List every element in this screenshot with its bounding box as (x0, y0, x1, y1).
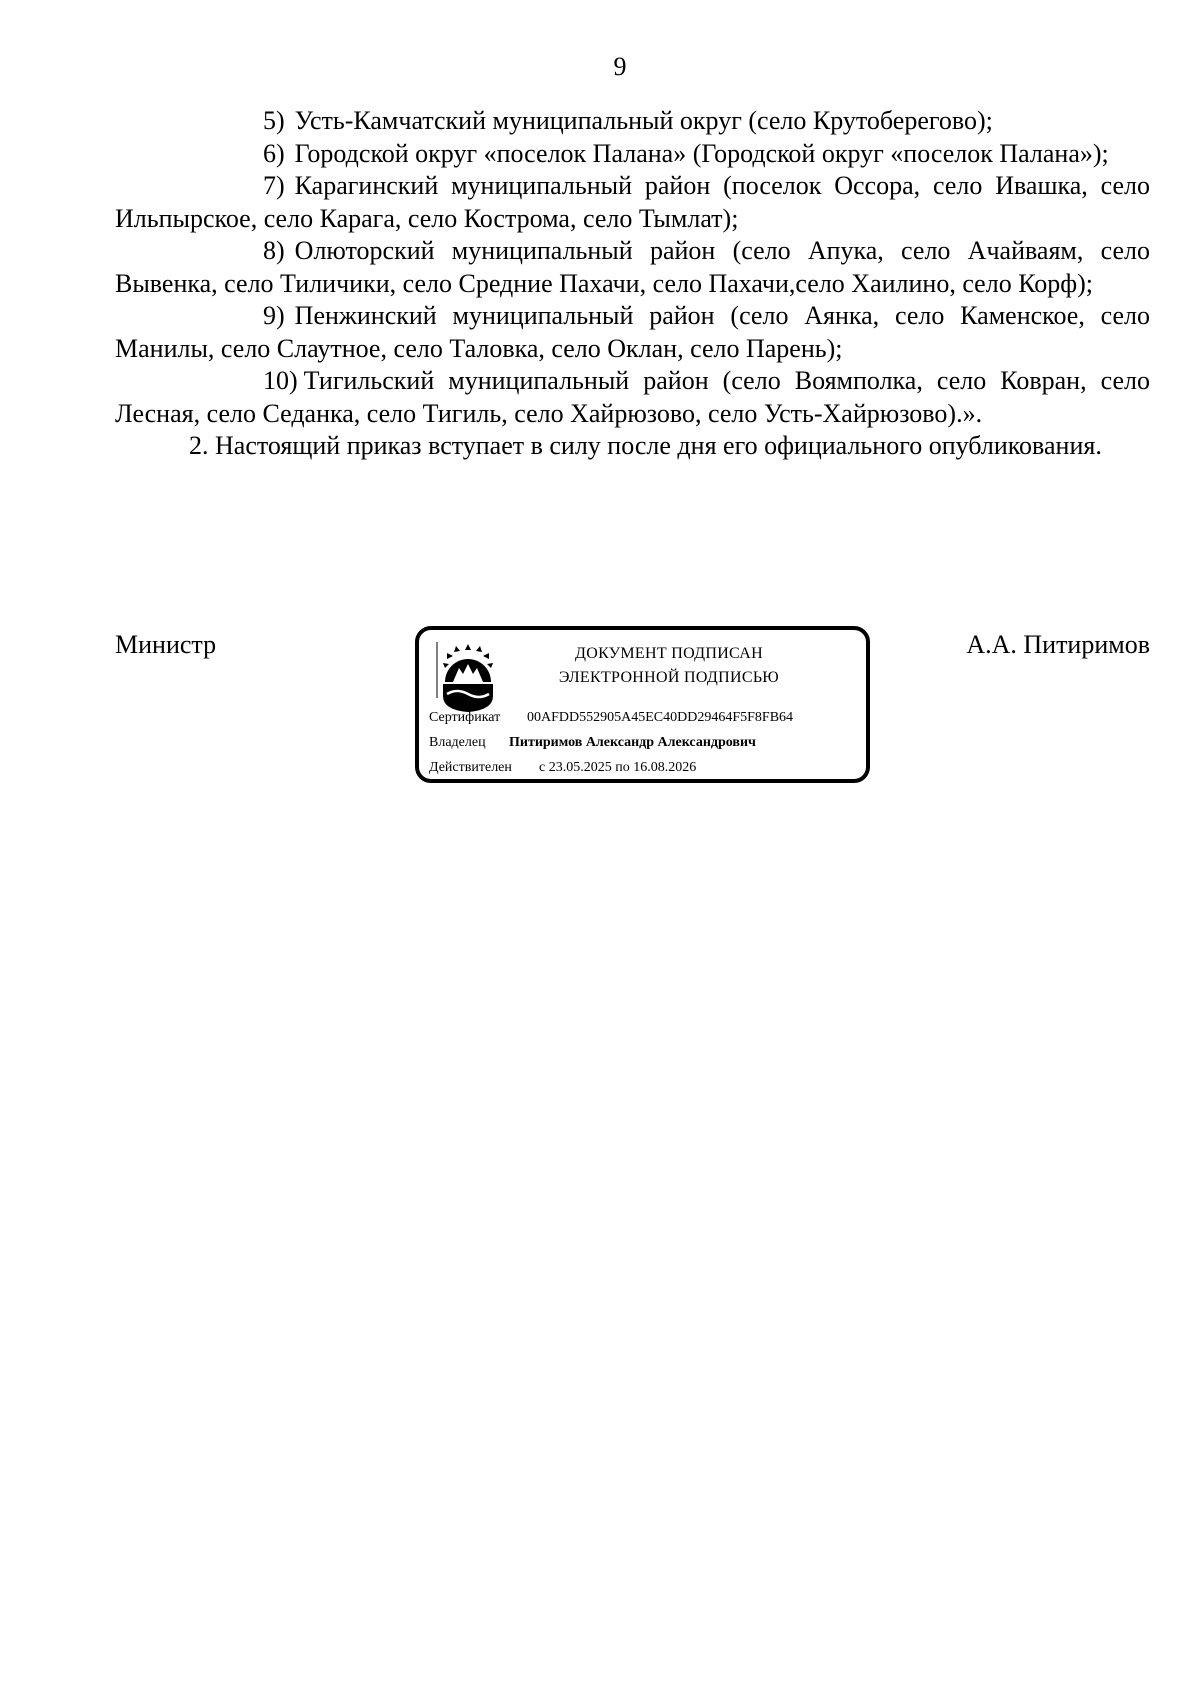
signature-block (115, 626, 1150, 796)
list-item-number: 5) (263, 106, 285, 135)
list-item-number: 9) (263, 301, 285, 330)
list-item-number: 7) (263, 171, 285, 200)
certificate-label: Сертификат (429, 710, 501, 725)
stamp-title-line: ЭЛЕКТРОННОЙ ПОДПИСЬЮ (558, 669, 780, 686)
validity-label: Действителен (429, 760, 512, 775)
document-body (115, 105, 1150, 463)
signer-name: А.А. Питиримов (966, 630, 1150, 659)
list-item (115, 365, 1150, 430)
list-item-text: Тигильский муниципальный район (село Воямполка, село Ковран, село Лесная, село Седанка, село Тигиль, село Хайрюзово, село Усть-Хайрюзово).». (115, 366, 1150, 428)
stamp-validity-row (429, 759, 696, 777)
list-item-text: Городской округ «поселок Палана» (Городской округ «поселок Палана»); (294, 138, 1109, 168)
stamp-title (519, 642, 819, 690)
list-item-number: 10) (263, 366, 298, 395)
list-item-text: Карагинский муниципальный район (поселок Оссора, село Ивашка, село Ильпырское, село Карага, село Кострома, село Тымлат); (115, 171, 1150, 233)
stamp-title-line: ДОКУМЕНТ ПОДПИСАН (575, 645, 763, 662)
electronic-signature-stamp (415, 626, 870, 783)
closing-paragraph: 2. Настоящий приказ вступает в силу после дня его официального опубликования. (189, 431, 1102, 460)
list-item (115, 105, 1150, 138)
signer-position: Министр (115, 630, 217, 659)
certificate-value: 00AFDD552905A45EC40DD29464F5F8FB64 (527, 710, 794, 725)
page-number: 9 (613, 52, 627, 81)
list-item (115, 300, 1150, 365)
list-item-number: 6) (263, 138, 285, 168)
list-item (115, 138, 1150, 171)
owner-value: Питиримов Александр Александрович (509, 735, 756, 750)
validity-value: с 23.05.2025 по 16.08.2026 (539, 760, 697, 775)
coat-of-arms-icon (433, 638, 503, 714)
list-item (115, 170, 1150, 235)
owner-label: Владелец (429, 735, 486, 750)
list-item-text: Усть-Камчатский муниципальный округ (село Крутоберегово); (294, 106, 993, 135)
list-item-number: 8) (263, 236, 285, 265)
list-item-text: Пенжинский муниципальный район (село Аянка, село Каменское, село Манилы, село Слаутное, село Таловка, село Оклан, село Парень); (115, 301, 1150, 363)
stamp-certificate-row (429, 709, 793, 727)
list-item (115, 235, 1150, 300)
list-item-text: Олюторский муниципальный район (село Апука, село Ачайваям, село Вывенка, село Тиличики, село Средние Пахачи, село Пахачи,село Хаилино, село Корф); (115, 236, 1150, 298)
stamp-owner-row (429, 734, 756, 752)
